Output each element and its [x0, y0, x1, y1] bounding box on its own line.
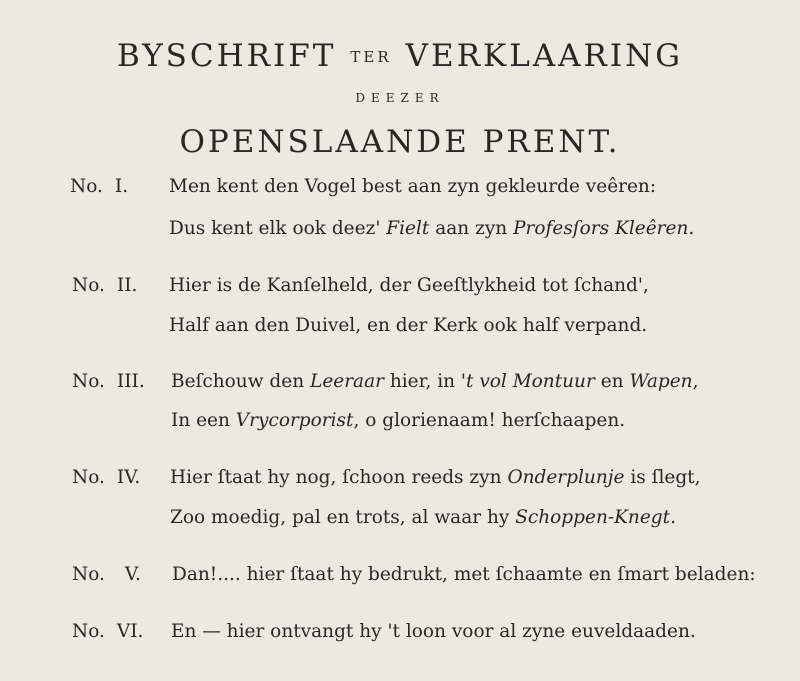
entry-6-line-1: No. VI. En — hier ontvangt hy 't loon voor al zyne euveldaaden.	[0, 617, 800, 647]
page-title	[0, 36, 800, 77]
entry-5-number: No. V.	[72, 564, 141, 585]
entry-1-number: No. I.	[70, 176, 129, 197]
entry-3-line-1: No. III. Beſchouw den Leeraar hier, in 't vol Montuur en Wapen,	[0, 367, 800, 397]
entry-2-line-1: No. II. Hier is de Kanſelheld, der Geeſtlykheid tot ſchand',	[0, 271, 800, 301]
title-word-ter: TER	[350, 48, 392, 66]
entry-1-line-2: Dus kent elk ook deez' Fielt aan zyn Profesſors Kleêren.	[169, 218, 695, 239]
entry-4-number: No. IV.	[72, 467, 141, 488]
title-word-verklaaring: VERKLAARING	[405, 38, 684, 74]
entry-2-number: No. II.	[72, 275, 138, 296]
subtitle-deezer: DEEZER	[355, 91, 445, 105]
title-openslaande-prent: OPENSLAANDE PRENT.	[179, 124, 621, 160]
entry-3-line-2: In een Vrycorporist, o glorienaam! herſchaapen.	[171, 410, 626, 431]
entry-4-line-1: No. IV. Hier ſtaat hy nog, ſchoon reeds zyn Onderplunje is ſlegt,	[0, 463, 800, 493]
entry-3-number: No. III.	[72, 371, 145, 392]
entry-4-line-2: Zoo moedig, pal en trots, al waar hy Schoppen-Knegt.	[170, 507, 676, 528]
entry-2-line-2: Half aan den Duivel, en der Kerk ook half verpand.	[169, 315, 648, 336]
title-word-byschrift: BYSCHRIFT	[116, 38, 337, 74]
entry-6-number: No. VI.	[72, 621, 144, 642]
entry-5-line-1: No. V. Dan!.... hier ſtaat hy bedrukt, met ſchaamte en ſmart beladen:	[0, 560, 800, 590]
entry-1-line-1: No. I. Men kent den Vogel best aan zyn gekleurde veêren:	[0, 172, 800, 202]
